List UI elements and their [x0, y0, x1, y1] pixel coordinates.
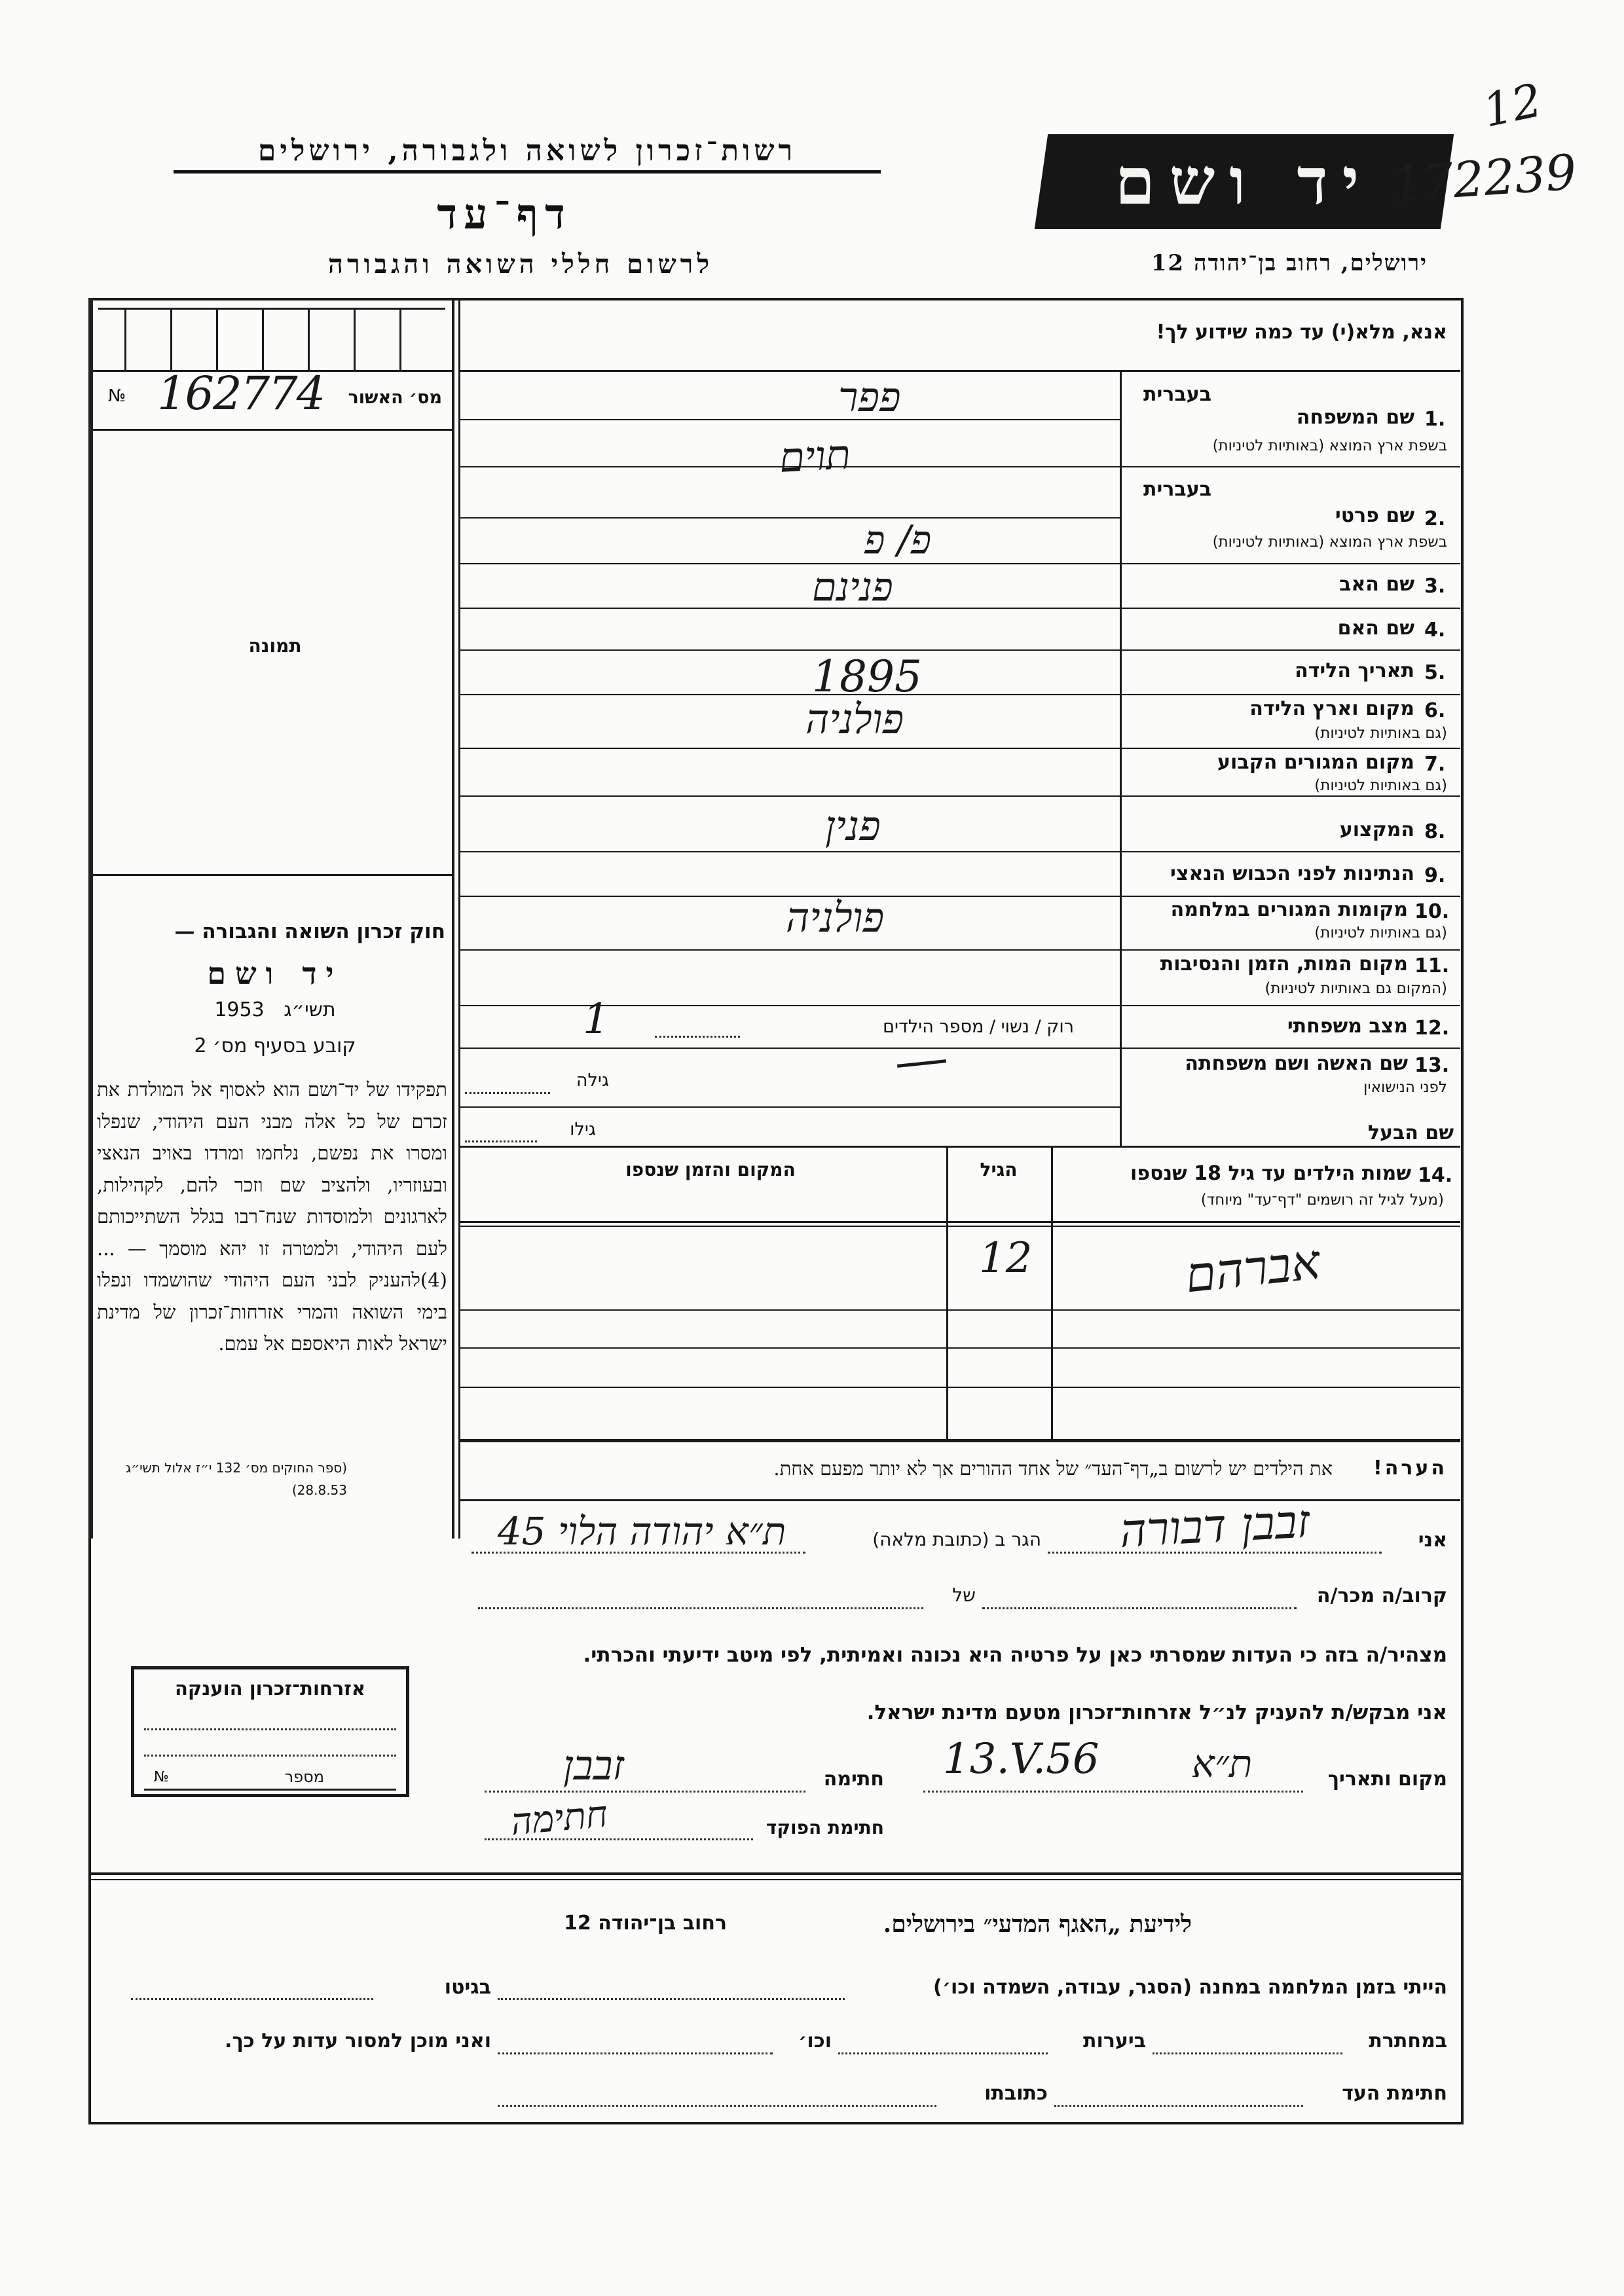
field-5-value: 1895 — [812, 651, 922, 702]
law-body: תפקידו של יד־ושם הוא לאסוף אל המולדת את זכרם של כל אלה מבני העם היהודי, שנפלו ומסרו את נפשם, נלחמו ומרדו באויב הנאצי ובעוזריו, ולהציב שם וזכר להם, לקהילות, לארגונים ולמוסדות שנח־רבו בגלל השתייכותם לעם היהודי, ולמטרה זו יהא מוסמך — ...(4)להעניק לבני העם היהודי שהושמדו ונפלו בימי השואה והמרי אזרחות־זכרון של מדינת ישראל לאות היאספם אל עמם. — [97, 1078, 447, 1355]
place-date-label: מקום ותאריך — [1327, 1768, 1447, 1791]
field-8-num: 8. — [1424, 820, 1446, 843]
footer-ghetto-label: בגיטו — [444, 1976, 491, 1999]
field-10-value: פולניה — [786, 894, 885, 941]
field-13-label: שם האשה ושם משפחתה — [1185, 1052, 1408, 1075]
field-10-note: (גם באותיות לטיניות) — [1314, 924, 1447, 941]
declarant-lives-label: הגר ב (כתובת מלאה) — [872, 1529, 1041, 1550]
field-1-hebrew-label: בעברית — [1143, 383, 1211, 406]
place-value: ת״א — [1192, 1741, 1253, 1786]
field-11-label: מקום המות, הזמן והנסיבות — [1160, 953, 1408, 975]
registration-boxes — [98, 308, 445, 370]
husband-label: שם הבעל — [1367, 1121, 1454, 1144]
field-13-note: לפני הנישואין — [1363, 1079, 1447, 1096]
field-6-value: פולניה — [805, 695, 904, 743]
handwritten-corner-number: 12 — [1478, 73, 1547, 138]
logo-text: יד ושם — [1115, 144, 1374, 219]
declarant-name-value: זבבן דבורה — [1118, 1494, 1312, 1558]
field-9-label: הנתינות לפני הכבוש הנאצי — [1170, 862, 1414, 885]
field-2-latin-note: בשפת ארץ המוצא (באותיות לטיניות) — [1212, 534, 1447, 551]
footer-address: רחוב בן־יהודה 12 — [564, 1912, 727, 1935]
field-6-note: (גם באותיות לטיניות) — [1314, 725, 1447, 742]
footer-witness-signature-label: חתימת העד — [1342, 2082, 1447, 2105]
of-label: של — [952, 1584, 976, 1606]
intro-text: אנא, מלא(י) עד כמה שידוע לך! — [1156, 321, 1447, 344]
field-8-label: המקצוע — [1339, 818, 1414, 841]
law-name: יד ושם — [207, 956, 343, 991]
request-text: אני מבקש/ת להעניק לנ״ל אזרחות־זכרון מטעם מדינת ישראל. — [866, 1701, 1447, 1724]
field-12-num: 12. — [1414, 1017, 1450, 1040]
field-2-label: שם פרטי — [1335, 504, 1414, 527]
form-title: דף־עד — [437, 190, 572, 239]
field-4-label: שם האם — [1337, 617, 1414, 640]
field-3-num: 3. — [1424, 575, 1446, 598]
field-5-num: 5. — [1424, 661, 1446, 684]
footer-camp-label: הייתי בזמן המלחמה במחנה (הסגר, עבודה, השמדה וכו׳) — [933, 1976, 1447, 1999]
field-10-label: מקומות המגורים במלחמה — [1170, 898, 1408, 921]
relative-label: קרוב/ה מכר/ה — [1316, 1584, 1447, 1607]
date-value: 13.V.56 — [943, 1735, 1099, 1783]
remark-text: את הילדים יש לרשום ב„דף־העד״ של אחד ההורים אך לא יותר מפעם אחת. — [773, 1457, 1333, 1480]
field-1-hebrew-value: פפר — [838, 373, 901, 421]
field-5-label: תאריך הלידה — [1295, 659, 1414, 682]
officer-label: חתימת הפוקד — [766, 1817, 884, 1838]
law-year-row — [105, 998, 445, 1021]
address: ירושלים, רחוב בן־יהודה 12 — [1151, 250, 1428, 276]
signature-value: זבבן — [563, 1741, 624, 1789]
handwritten-file-number: 172239 — [1390, 144, 1579, 213]
field-6-label: מקום וארץ הלידה — [1249, 697, 1414, 720]
registration-value: 162774 — [157, 367, 325, 420]
footer-etc-label: וכו׳ — [798, 2030, 832, 2052]
law-section: קובע בסעיף מס׳ 2 — [194, 1034, 356, 1057]
registration-no-mark: № — [108, 386, 126, 406]
registration-label: מס׳ האשור — [348, 388, 442, 408]
signature-label: חתימה — [823, 1768, 884, 1791]
field-2-hebrew-label: בעברית — [1143, 478, 1211, 501]
photo-label: תמונה — [248, 635, 302, 657]
husband-age-label: גילו — [570, 1120, 596, 1140]
field-9-num: 9. — [1424, 864, 1446, 887]
footer-notice: לידיעת „האגף המדעי״ בירושלים. — [883, 1910, 1192, 1938]
child-age: 12 — [979, 1234, 1033, 1283]
field-7-label: מקום המגורים הקבוע — [1217, 751, 1414, 774]
form-subtitle: לרשום חללי השואה והגבורה — [327, 249, 714, 280]
field-8-value: פנין — [825, 802, 881, 850]
field-3-value: פנינם — [812, 564, 893, 610]
law-year-hebrew: תשי״ג — [284, 998, 336, 1021]
footer-forests-label: ביערות — [1083, 2030, 1146, 2052]
children-num: 14. — [1418, 1164, 1453, 1187]
child-name: אברהם — [1183, 1233, 1323, 1304]
remark-label: הערה! — [1373, 1457, 1447, 1480]
declaration-text: מצהיר/ה בזה כי העדות שמסרתי כאן על פרטיה היא נכונה ואמיתית, לפי מיטב ידיעתי והכרתי. — [583, 1643, 1447, 1667]
field-7-num: 7. — [1424, 753, 1446, 776]
field-3-label: שם האב — [1339, 573, 1414, 596]
officer-value: חתימה — [509, 1793, 610, 1844]
field-1-latin-value: תוים — [778, 430, 852, 482]
field-10-num: 10. — [1414, 900, 1450, 923]
field-4-num: 4. — [1424, 619, 1446, 642]
law-source: (ספר החוקים מס׳ 132 י״ז אלול תשי״ג 28.8.53) — [125, 1460, 347, 1498]
law-title: חוק זכרון השואה והגבורה — — [174, 920, 445, 943]
field-6-num: 6. — [1424, 699, 1446, 722]
citizenship-title: אזרחות־זכרון הוענקה — [174, 1677, 366, 1700]
law-year: 1953 — [214, 998, 265, 1021]
citizenship-no-mark: № — [154, 1769, 169, 1785]
field-11-num: 11. — [1414, 955, 1450, 977]
field-13-num: 13. — [1414, 1054, 1450, 1077]
declarant-i-label: אני — [1418, 1529, 1447, 1552]
footer-witness-address-label: כתובתו — [984, 2082, 1048, 2105]
field-1-num: 1. — [1424, 408, 1446, 431]
field-2-hebrew-value: פ/ פ — [864, 517, 932, 563]
children-place-header: המקום והזמן שנספו — [625, 1159, 796, 1180]
field-1-label: שם המשפחה — [1296, 406, 1414, 429]
field-11-note: (המקום גם באותיות לטיניות) — [1264, 980, 1447, 997]
field-12-label: מצב משפחתי — [1287, 1015, 1408, 1038]
field-12-status-options: רוק / נשוי / מספר הילדים — [883, 1017, 1074, 1037]
field-12-value: 1 — [583, 995, 610, 1044]
children-note: (מעל לגיל זה רושמים "דף־עד" מיוחד) — [1200, 1192, 1444, 1209]
footer-underground-label: במחתרת — [1369, 2030, 1447, 2052]
citizenship-box — [131, 1666, 409, 1797]
field-1-latin-note: בשפת ארץ המוצא (באותיות לטיניות) — [1212, 437, 1447, 454]
field-13-age-label: גילה — [576, 1070, 609, 1091]
declarant-address-value: ת״א יהודה הלוי 45 — [497, 1509, 786, 1554]
footer-testify-label: ואני מוכן למסור עדות על כך. — [225, 2030, 491, 2052]
children-age-header: הגיל — [980, 1159, 1018, 1180]
children-label: שמות הילדים עד גיל 18 שנספו — [1130, 1162, 1411, 1185]
org-title: רשות־זכרון לשואה ולגבורה, ירושלים — [174, 134, 881, 173]
field-2-num: 2. — [1424, 507, 1446, 530]
citizenship-number-label: מספר — [284, 1768, 324, 1786]
field-7-note: (גם באותיות לטיניות) — [1314, 777, 1447, 794]
